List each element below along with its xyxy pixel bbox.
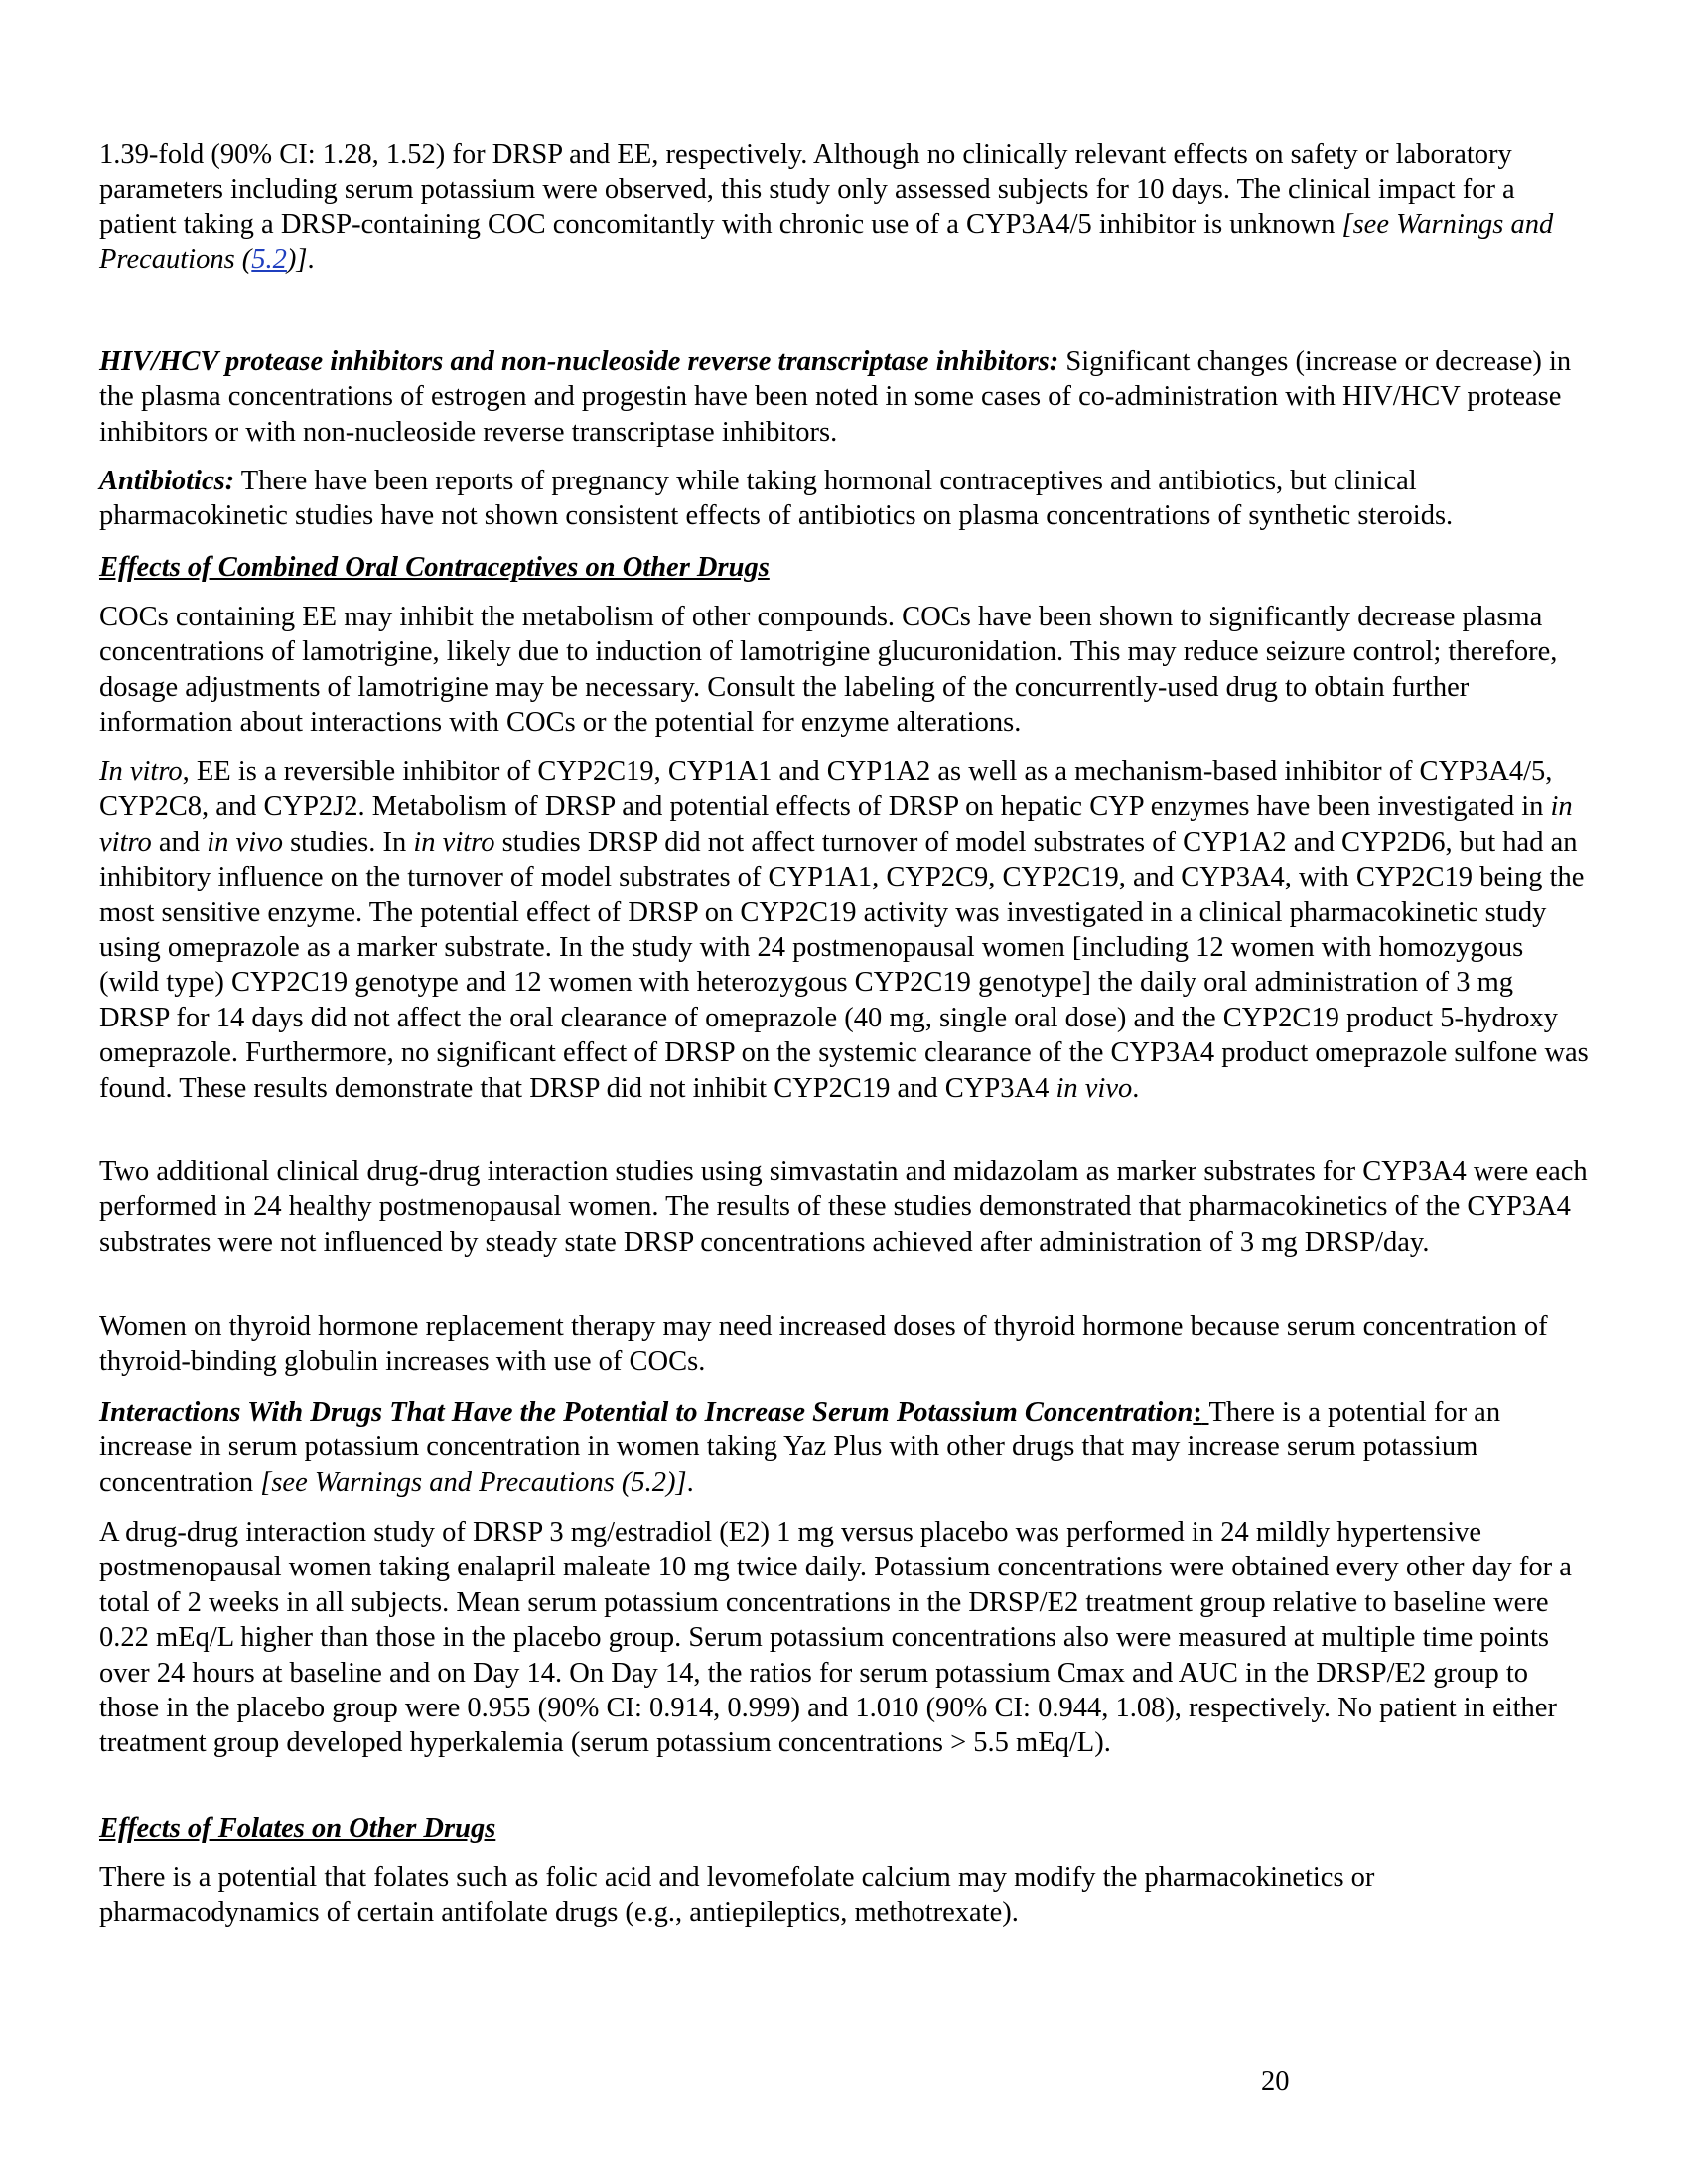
warnings-reference-close: )] (286, 244, 308, 276)
serum-potassium-colon: : (1193, 1397, 1202, 1428)
paragraph-antibiotics (99, 464, 1589, 534)
paragraph-text: 1.39-fold (90% CI: 1.28, 1.52) for DRSP and EE, respectively. Although no clinically relevant effects on safety or laboratory parameters including serum potassium were observed, this study only assessed subjects for 10 days. The clinical impact for a patient taking a DRSP-containing COC concomitantly with chronic use of a CYP3A4/5 inhibitor is unknown (99, 139, 1515, 240)
paragraph-enalapril-study: A drug-drug interaction study of DRSP 3 mg/estradiol (E2) 1 mg versus placebo was performed in 24 mildly hypertensive postmenopausal women taking enalapril maleate 10 mg twice daily. Potassium concentrations were obtained every other day for a total of 2 weeks in all subjects. Mean serum potassium concentrations in the DRSP/E2 treatment group relative to baseline were 0.22 mEq/L higher than those in the placebo group. Serum potassium concentrations also were measured at multiple time points over 24 hours at baseline and on Day 14. On Day 14, the ratios for serum potassium Cmax and AUC in the DRSP/E2 group to those in the placebo group were 0.955 (90% CI: 0.914, 0.999) and 1.010 (90% CI: 0.944, 1.08), respectively. No patient in either treatment group developed hyperkalemia (serum potassium concentrations > 5.5 mEq/L). (99, 1517, 1572, 1759)
paragraph-end: . (686, 1466, 694, 1498)
paragraph-thyroid-hormone: Women on thyroid hormone replacement therapy may need increased doses of thyroid hormone because serum concentration of thyroid-binding globulin increases with use of COCs. (99, 1311, 1548, 1378)
in-vitro-term: in vitro (99, 791, 1573, 858)
paragraph-text: There have been reports of pregnancy while taking hormonal contraceptives and antibiotics, but clinical pharmacokinetic studies have not shown consistent effects of antibiotics on plasma concentrations of synthetic steroids. (99, 466, 1454, 532)
paragraph-text: and (151, 826, 208, 858)
paragraph-end: . (307, 244, 315, 276)
in-vitro-term: In vitro (99, 756, 183, 787)
paragraph-in-vitro-cyp (99, 754, 1589, 1106)
paragraph-folates: There is a potential that folates such as folic acid and levomefolate calcium may modify the pharmacokinetics or pharmacodynamics of certain antifolate drugs (e.g., antiepileptics, methotrexate). (99, 1862, 1375, 1929)
paragraph-lamotrigine: COCs containing EE may inhibit the metabolism of other compounds. COCs have been shown to significantly decrease plasma concentrations of lamotrigine, likely due to induction of lamotrigine glucuronidation. This may reduce seizure control; therefore, dosage adjustments of lamotrigine may be necessary. Consult the labeling of the concurrently-used drug to obtain further information about interactions with COCs or the potential for enzyme alterations. (99, 602, 1558, 739)
in-vivo-term: in vivo (207, 826, 283, 858)
heading-effects-folates: Effects of Folates on Other Drugs (99, 1813, 496, 1843)
paragraph-text: Significant changes (increase or decrease) in the plasma concentrations of estrogen and progestin have been noted in some cases of co-administration with HIV/HCV protease inhibitors or with non-nucleoside reverse transcriptase inhibitors. (99, 346, 1572, 448)
warnings-reference: [see Warnings and Precautions (5.2)] (260, 1466, 687, 1498)
in-vivo-term: in vivo (1055, 1072, 1133, 1104)
antibiotics-lead: Antibiotics: (99, 466, 235, 496)
warnings-reference-open: [see Warnings and Precautions ( (99, 208, 1554, 276)
heading-effects-coc-on-other-drugs: Effects of Combined Oral Contraceptives on Other Drugs (99, 552, 770, 583)
section-5-2-link[interactable]: 5.2 (251, 244, 287, 276)
paragraph-end: . (1132, 1072, 1140, 1104)
paragraph-text: There is a potential for an increase in serum potassium concentration in women taking Yaz Plus with other drugs that may increase serum potassium concentration (99, 1397, 1501, 1498)
paragraph-serum-potassium (99, 1395, 1589, 1500)
paragraph-hiv-hcv (99, 344, 1589, 450)
paragraph-text: , EE is a reversible inhibitor of CYP2C19, CYP1A1 and CYP1A2 as well as a mechanism-based inhibitor of CYP3A4/5, CYP2C8, and CYP2J2. Metabolism of DRSP and potential effects of DRSP on hepatic CYP enzymes have been investigated in (99, 756, 1553, 823)
paragraph-text: studies DRSP did not affect turnover of model substrates of CYP1A2 and CYP2D6, but had an inhibitory influence on the turnover of model substrates of CYP1A1, CYP2C9, CYP2C19, and CYP3A4, with CYP2C19 being the most sensitive enzyme. The potential effect of DRSP on CYP2C19 activity was investigated in a clinical pharmacokinetic study using omeprazole as a marker substrate. In the study with 24 postmenopausal women [including 12 women with homozygous (wild type) CYP2C19 genotype and 12 women with heterozygous CYP2C19 genotype] the daily oral administration of 3 mg DRSP for 14 days did not affect the oral clearance of omeprazole (40 mg, single oral dose) and the CYP2C19 product 5-hydroxy omeprazole. Furthermore, no significant effect of DRSP on the systemic clearance of the CYP3A4 product omeprazole sulfone was found. These results demonstrate that DRSP did not inhibit CYP2C19 and CYP3A4 (99, 826, 1589, 1104)
paragraph-cyp3a4-inhibitor (99, 137, 1589, 278)
in-vitro-term: in vitro (413, 826, 495, 858)
hiv-hcv-lead: HIV/HCV protease inhibitors and non-nucleoside reverse transcriptase inhibitors: (99, 346, 1059, 377)
serum-potassium-lead: Interactions With Drugs That Have the Potential to Increase Serum Potassium Concentration (99, 1397, 1194, 1428)
page-number: 20 (1261, 2066, 1290, 2097)
paragraph-text: studies. In (282, 826, 414, 858)
paragraph-simvastatin-midazolam: Two additional clinical drug-drug interaction studies using simvastatin and midazolam as marker substrates for CYP3A4 were each performed in 24 healthy postmenopausal women. The results of these studies demonstrated that pharmacokinetics of the CYP3A4 substrates were not influenced by steady state DRSP concentrations achieved after administration of 3 mg DRSP/day. (99, 1157, 1588, 1258)
underlined-space (1202, 1397, 1209, 1428)
